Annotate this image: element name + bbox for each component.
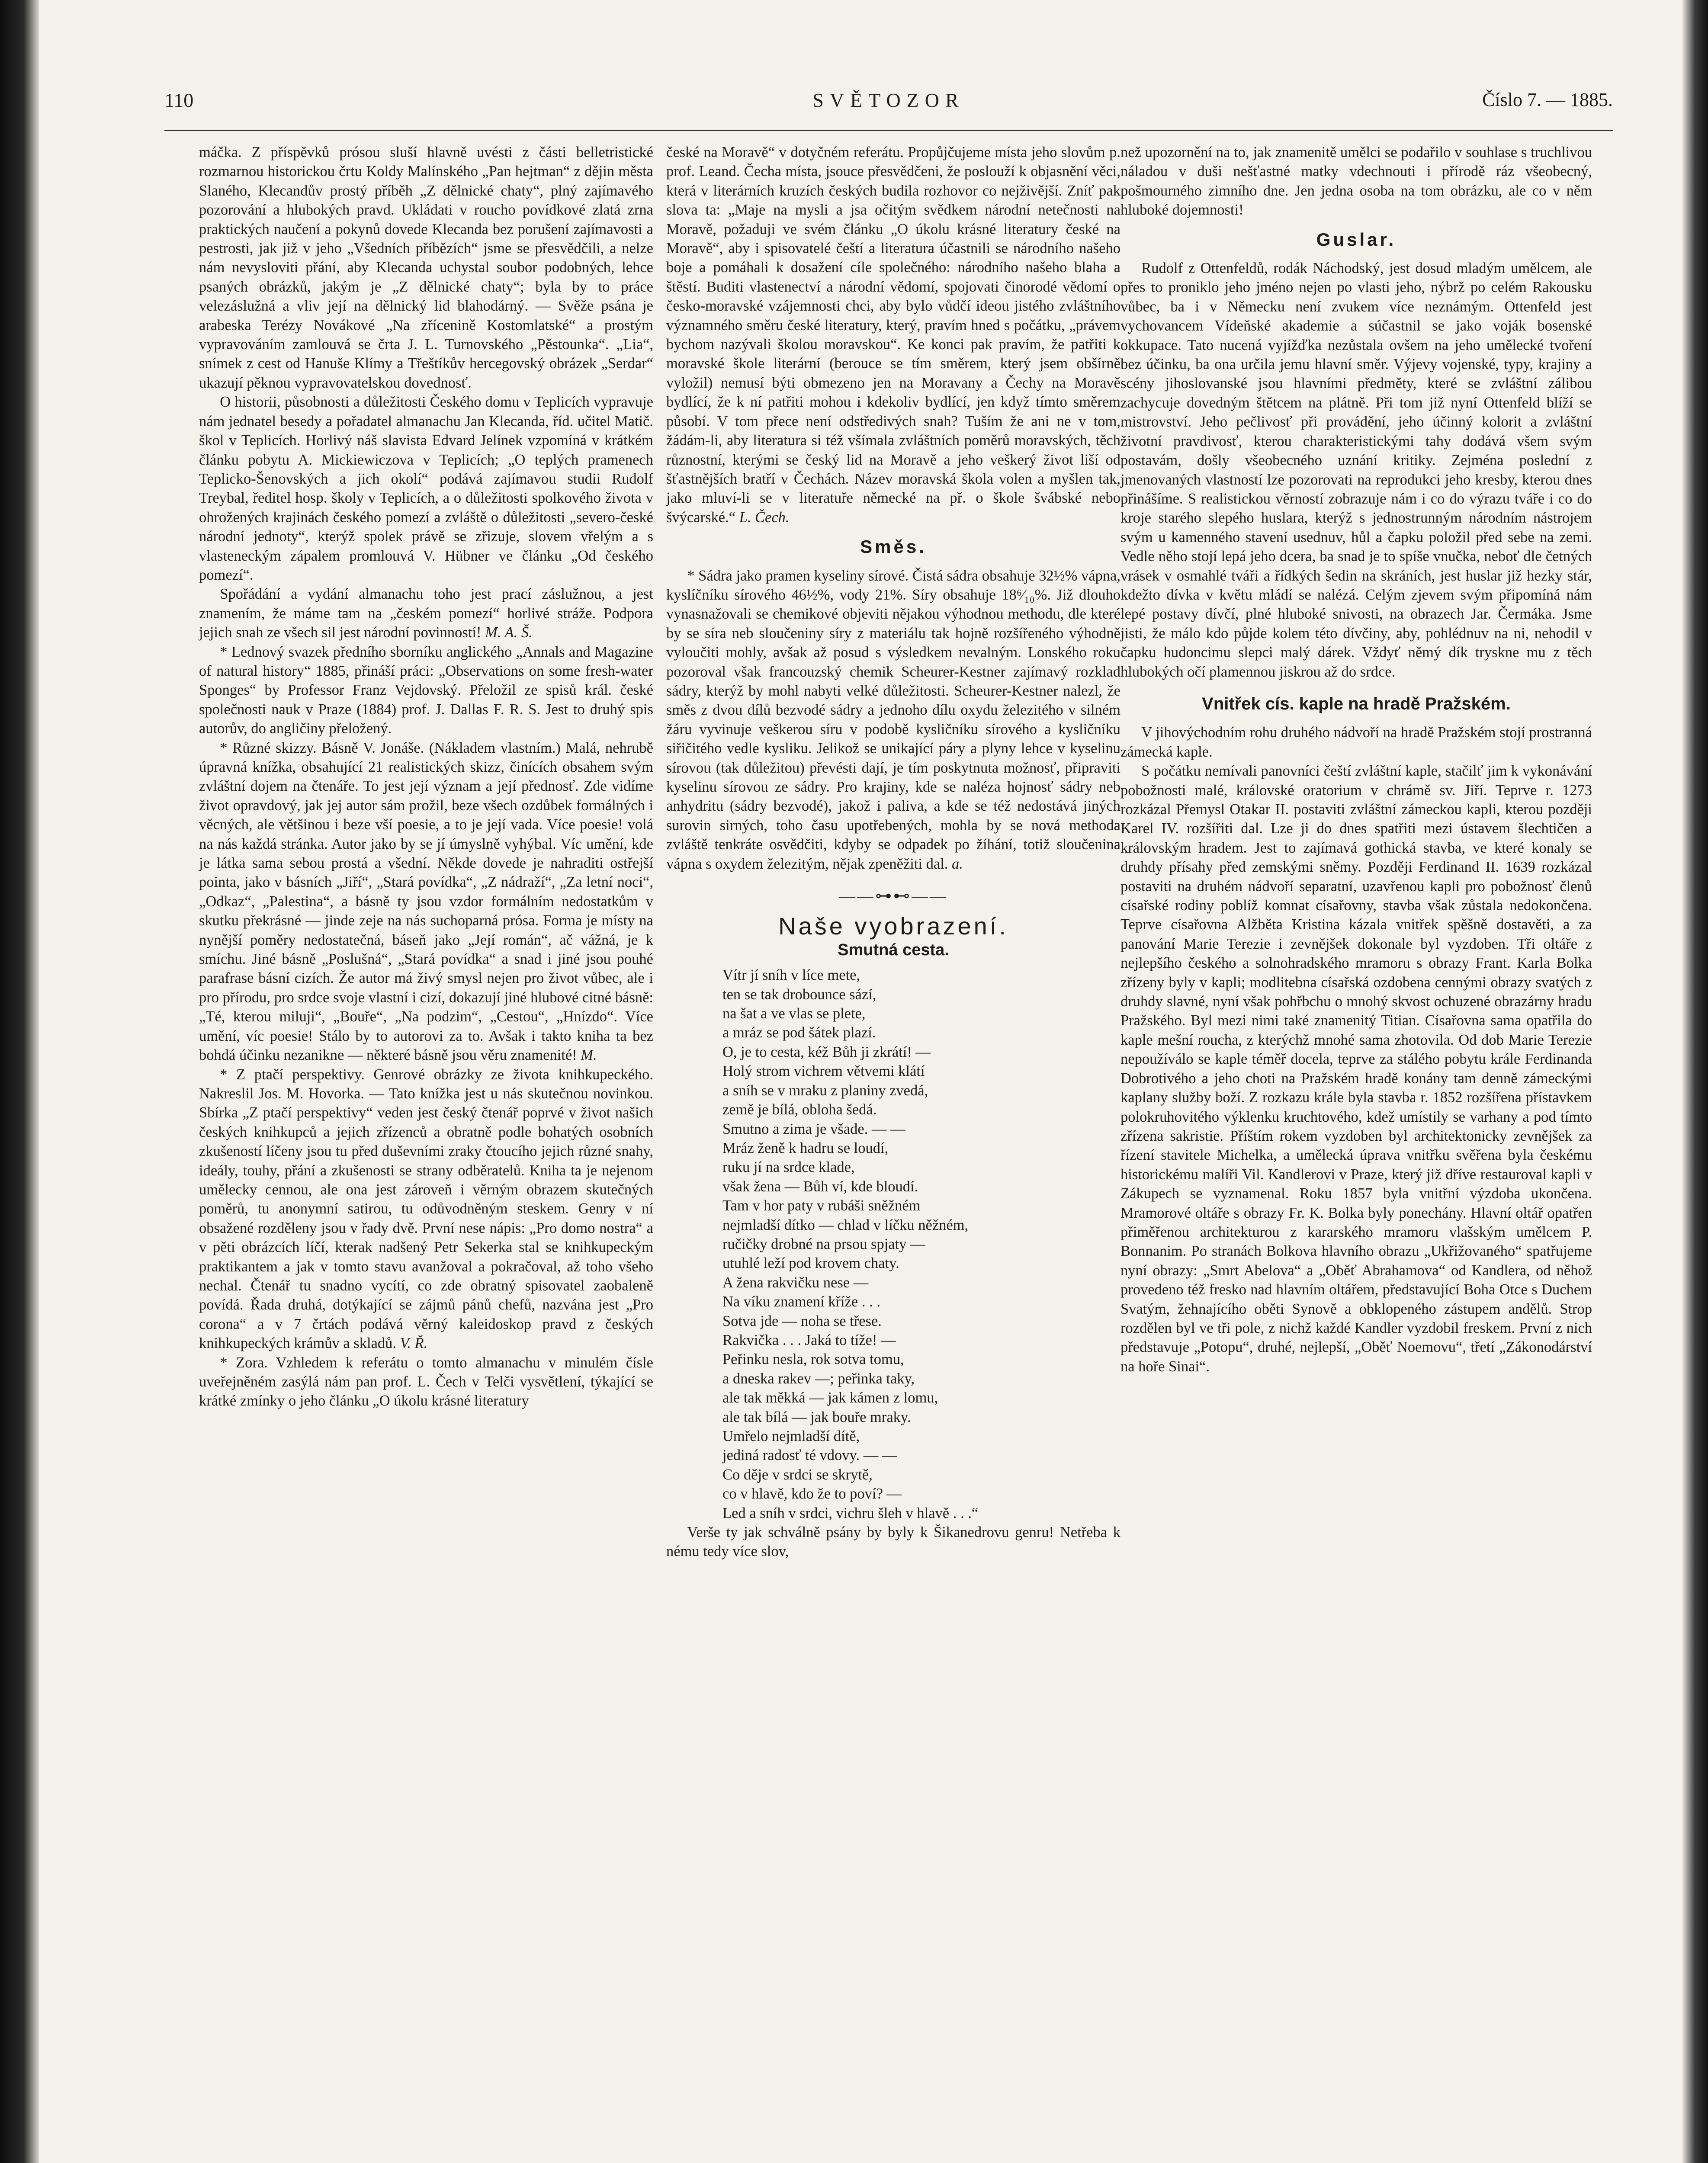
paragraph: Verše ty jak schválně psány by byly k Šikanedrovu genru! Netřeba k nému tedy více slov, bbox=[666, 1524, 1120, 1560]
signature: M. A. Š. bbox=[485, 624, 533, 641]
poem-text: Vítr jí sníh v líce mete, ten se tak drobounce sází, na šat a ve vlas se plete, a mráz se pod šátek plazí. O, je to cesta, kéž Bůh ji zkrátí! — Holý strom vichrem větvemi klátí a sníh se v mraku z planiny zvedá, země je bílá, obloha šedá. Smutno a zima je všade. — — Mráz ženě k hadru se loudí, ruku jí na srdce klade, však žena — Bůh ví, kde bloudí. Tam v hor paty v rubáši sněžném nejmladší dítko — chlad v líčku něžném, ručičky drobné na prsou spjaty — utuhlé leží pod krovem chaty. A žena rakvičku nese — Na víku znamení kříže . . . Sotva jde — noha se třese. Rakvička . . . Jaká to tíže! — Peřinku nesla, rok sotva tomu, a dneska rakev —; peřinka taky, ale tak měkká — jak kámen z lomu, ale tak bílá — jak bouře mraky. Umřelo nejmladší dítě, jediná radosť té vdovy. — — Co děje v srdci se skrytě, co v hlavě, kdo že to poví? — Led a sníh v srdci, vichru šleh v hlavě . . .“ bbox=[722, 967, 979, 1521]
page-header bbox=[164, 89, 1613, 128]
section-heading-guslar: Guslar. bbox=[1316, 229, 1397, 250]
column-1 bbox=[199, 143, 653, 1411]
paragraph: * Zora. Vzhledem k referátu o tomto almanachu v minulém čísle uveřejněném zasýlá nám pan prof. L. Čech v Telči vysvětlení, týkající se krátké zmínky o jeho článku „O úkolu krásné literatury bbox=[199, 1354, 653, 1409]
paragraph-text: * Sádra jako pramen kyseliny sírové. Čistá sádra obsahuje 32½% vápna, kyslíčníku sírového 46½%, vody 21%. Síry obsahuje 18⁶⁄₁₀%. Již dlouho vynasnažovali se chemikové objeviti nějakou výhodnou methodu, dle které by se síra neb sloučeniny síry z materiálu tak hojně rozšířeného výhodně vyloučiti mohly, avšak až posud s výsledkem nevalným. Lonského roku pozoroval však francouzský chemik Scheurer-Kestner zajímavý rozklad sádry, kterýž by mohl nabyti velké důležitosti. Scheurer-Kestner nalezl, že směs z dvou dílů bezvodé sádry a jednoho dílu oxydu železitého v silném žáru vyvinuje veškerou síru v podobě kysličníku sírového a kysličníku siřičitého vedle kysliku. Jelikož se unikající páry a plyny lehce v kyselinu sírovou (tak důležitou) převésti dají, je tím poskytnuta možnosť, připraviti kyselinu sírovou ze sádry. Pro krajiny, kde se naléza hojnosť sádry neb anhydritu (sádry bezvodé), jakož i paliva, a kde se též nedostává jiných surovin sirných, toho času upotřebených, mohla by se nová methoda zvláště tenkráte osvědčiti, kdyby se odpadek po žíhání, totiž sloučenina vápna s oxydem železitým, nějak zpeněžiti dal. bbox=[666, 567, 1120, 872]
page-number: 110 bbox=[164, 89, 194, 111]
paragraph: * Lednový svazek předního sborníku anglického „Annals and Magazine of natural history“ 1885, přináší práci: „Observations on some fresh-water Sponges“ by Professor Franz Vejdovský. Přeložil ze spisů král. české společnosti nauk v Praze (1884) prof. J. Dallas F. R. S. Jest to druhý spis autorův, do angličiny přeložený. bbox=[199, 643, 653, 737]
column-3 bbox=[1120, 143, 1592, 1376]
signature: V. Ř. bbox=[400, 1335, 428, 1352]
paragraph: máčka. Z příspěvků prósou sluší hlavně uvésti z části belletristické rozmarnou historickou črtu Koldy Malínského „Pan hejtman“ z dějin města Slaného, Klecandův prostý příběh „Z dělnické chaty“, plný zajímavého pozorování a hlubokých pravd. Ukládati v roucho povídkové zlatá zrna praktických naučení a pokynů dovede Klecanda bez porušení zajímavosti a pestrosti, jak již v jeho „Všedních příbězích“ jsme se přesvědčili, a nelze nám nevysloviti přání, aby Klecanda uchystal soubor podobných, lehce psaných obrázků, jakým je „Z dělnické chaty“; byla by to práce velezáslužná a vliv její na dělnický lid blahodárný. — Svěže psána je arabeska Terézy Novákové „Na zřícenině Kostomlatské“ a prostým vypravováním zamlouvá se črta J. L. Turnovského „Pěstounka“. „Lia“, snímek z cest od Hanuše Klímy a Třeštíkův hercegovský obrázek „Serdar“ ukazují pěknou vypravovatelskou dovednosť. bbox=[199, 144, 653, 391]
section-heading-kaple: Vnitřek cís. kaple na hradě Pražském. bbox=[1202, 694, 1511, 713]
paragraph bbox=[666, 566, 1120, 874]
paragraph: S počátku nemívali panovníci čeští zvláštní kaple, stačilť jim k vykonávání pobožnosti malé, královské oratorium v chrámě sv. Jiří. Teprve r. 1273 rozkázal Přemysl Otakar II. postaviti zvláštní zámeckou kapli, kterou později Karel IV. rozšířiti dal. Lze ji do dnes spatřiti mezi ústavem šlechtičen a královským hradem. Jest to zajímavá gothická stavba, ve které konaly se druhdy přísahy před zemskými sněmy. Později Ferdinand II. 1639 rozkázal postaviti na druhém nádvoří separatní, uzavřenou kapli pro pobožnosť členů císařské rodiny poblíž komnat císařovny, stavba však zůstala nedokončena. Teprve císařovna Alžběta Kristina kázala vnitřek spěšně dostavěti, a za panování Marie Terezie i zevnějšek dokonale byl vyzdoben. Tři oltáře z nejlepšího českého a solnohradského mramoru s obrazy Frant. Karla Bolka zřízeny byly v kapli; modlitebna císařská ozdobena cennými obrazy svatých z druhdy slavné, nyní však pohřbchu o mnohý skvost ochuzené obrazárny hradu Pražského. Byl mezi nimi také znamenitý Titian. Císařovna sama opatřila do kaple mešní roucha, z kterýchž mnohé sama zhotovila. Od dob Marie Terezie nepoužíválo se kaple téměř docela, teprve za stálého pobytu krále Ferdinanda Dobrotivého a jeho choti na Pražském hradě konány tam denně zámeckými kaplany služby boží. Z rozkazu krále byla stavba r. 1852 rozšířena přístavkem polokruhovitého výklenku kruchtového, kdež umístily se varhany a pod tímto zřízena sakristie. Příštím rokem vyzdoben byl architektonicky zevnějšek za řízení stavitele Michelka, a umělecká úprava vnitřku svěřena byla českému historickému malíři Vil. Kandlerovi v Praze, který již dříve restauroval kapli v Zákupech se vyznamenal. Roku 1857 byla vnitřní výzdoba ukončena. Mramorové oltáře s obrazy Fr. K. Bolka byly ponechány. Hlavní oltář opatřen přiměřenou architekturou z kararského mramoru vlašským umělcem P. Bonnanim. Po stranách Bolkova hlavního obrazu „Ukřižovaného“ spatřujeme nyní obrazy: „Smrt Abelova“ a „Oběť Abrahamova“ od Kandlera, od něhož provedeno též fresko nad hlavním oltářem, představující Boha Otce s Duchem Svatým, žehnajícího oběti Synově a obklopeného zástupem andělů. Strop rozdělen byl ve tři pole, z nichž každé Kandler vyzdobil freskem. První z nich představuje „Potopu“, druhé, nejlepší, „Oběť Noemovu“, třetí „Zákonodárství na hoře Sinai“. bbox=[1120, 763, 1592, 1375]
paragraph: V jihovýchodním rohu druhého nádvoří na hradě Pražském stojí prostranná zámecká kaple. bbox=[1120, 724, 1592, 760]
paragraph-text: * Z ptačí perspektivy. Genrové obrázky ze života knihkupeckého. Nakreslil Jos. M. Hovorka. — Tato knížka jest u nás skutečnou novinkou. Sbírka „Z ptačí perspektivy“ veden jest český čtenář poprvé v život našich českých knihkupců a jejich zřízenců a obratně podle bohatých osobních zkušeností líčeny jsou tu před duševními zraky čtoucího jejich různé snahy, ideály, touhy, přání a zkušenosti se strany odběratelů. Kniha ta je nejenom umělecky cennou, ale ona jest zároveň i věrným obrazem skutečných poměrů, tu anonymní satirou, tu odůvodněným steskem. Genry v ní obsažené rozděleny jsou v řady dvě. První nese nápis: „Pro domo nostra“ a v pěti obrázcích líčí, kterak nadšený Petr Sekerka stal se knihkupeckým praktikantem a jak v tomto stavu avanžoval a pokračoval, až toho všeho nechal. Čtenář tu snadno vycítí, co zde obratný spisovatel zaobaleně povídá. Řada druhá, dotýkající se zájmů pánů chefů, nazvána jest „Pro corona“ a v 7 črtách podává věrný kaleidoskop pravd z českých knihkupeckých krámův a skladů. bbox=[199, 1066, 653, 1352]
journal-title: SVĚTOZOR bbox=[812, 89, 965, 111]
page-binding-shadow bbox=[0, 0, 39, 2163]
paragraph-text: * Různé skizzy. Básně V. Jonáše. (Nákladem vlastním.) Malá, nehrubě úpravná knížka, obsahující 21 realistických skizz, činících obsahem svým zvláštní dojem na čtenáře. To jest její význam a její přednosť. Zde vidíme život opravdový, jak jej autor sám prožil, beze všech ozdůbek formálných i věcných, ale většinou i beze vší poesie, a to je její vada. Více poesie! volá na nás každá stránka. Autor jako by se jí úmyslně vyhýbal. Víc umění, kde je látka sama sebou prostá a všední. Někde dovede je nahraditi ostřejší pointa, jako v básních „Jiří“, „Stará povídka“, „Z nádraží“, „Za letní noci“, „Odkaz“, „Palestina“, a básně ty jsou vzdor formálním nedostatkům v skutku překrásné — jinde zeje na nás suchoparná prósa. Forma je místy na nynější poměry nedostatečná, báseň jako „Její román“, ač vážná, je k smíchu. Jiné básně „Poslušná“, „Stará povídka“ a snad i jiné jsou pouhé parafrase básní cizích. Že autor má živý smysl nejen pro život vůbec, ale i pro přírodu, pro srdce svoje vlastní i cizí, dokazují jiné hlubové citné básně: „Té, kterou miluji“, „Bouře“, „Na podzim“, „Cestou“, „Hnízdo“. Více umění, víc poesie! Stálo by to autorovi za to. Avšak i takto kniha ta bez bohdá účinku nezanikne — některé básně jsou věru znamenité! bbox=[199, 739, 653, 1064]
signature: M. bbox=[581, 1047, 597, 1064]
column-2 bbox=[666, 143, 1120, 1561]
paragraph: O historii, působnosti a důležitosti Českého domu v Teplicích vypravuje nám jednatel besedy a pořadatel almanachu Jan Klecanda, říd. učitel Matič. škol v Teplicích. Horlivý náš slavista Edvard Jelínek vzpomíná v krátkém článku pobytu A. Mickiewiczova v Teplicích; „O teplých pramenech Teplicko-Šenovských a jich okolí“ podává zajímavou studii Rudolf Treybal, ředitel hosp. školy v Teplicích, a o důležitosti spolkového života v ohrožených krajinách českého pomezí a zvláště o důležitosti „severo-české národní jednoty“, kterýž spolek právě se zřizuje, slovem vřelým a s vlasteneckým zápalem promlouvá V. Hübner ve článku „Od českého pomezí“. bbox=[199, 394, 653, 583]
paragraph bbox=[199, 1065, 653, 1353]
paragraph: Rudolf z Ottenfeldů, rodák Náchodský, jest dosud mladým umělcem, ale přes to proniklo jeho jméno nejen po vlasti jeho, nýbrž po celém Rakousku vůbec, ba i v Německu není zvukem více neznámým. Ottenfeld jest vychovancem Vídeňské akademie a súčastnil se jako voják bosenské okkupace. Tato nucená vyjížďka nezůstala ovšem na jeho umělecké tvoření bez účinku, ba ona určila jemu hlavní směr. Výjevy vojenské, typy, krajiny a scény jihoslovanské jsou hlavními předměty, které se zvláštní zálibou zachycuje dovedným štětcem na plátně. Při tom již nyní Ottenfeld blíží se mistrovství. Jeho pečlivosť při provádění, jeho účinný kolorit a zvláštní životní pravdivosť, kterou charakteristickými tahy dodává všem svým postavám, došly všeobecného uznání kritiky. Zejména poslední z jmenovaných vlastností lze pozorovati na reprodukci jeho kresby, kterou dnes přinášíme. S realistickou věrností zobrazuje nám i co do výrazu tváře i co do kroje starého slepého huslara, kterýž s jednostrunným národním nástrojem svým u kamenného stavení usednuv, hůl a čapku položil před sebe na zemi. Vedle něho stojí lepá jeho dcera, ba snad je to spíše vnučka, neboť dle četných vrásek v osmahlé tváři a řídkých šedin na skráních, jest huslar již hezky stár, kdežto dívka v květu mládí se nalézá. Celým zjevem svým připomíná nám lepé postavy dívčí, plné hluboké snivosti, na obrazech Jar. Čermáka. Jsme jisti, že málo kdo půjde kolem této dívčiny, aby, pohlédnuv na ni, nehodil v čapku hudoncimu slepci malý dárek. Vždyť němý dík tryskne mu z těch hlubokých očí plamennou jiskrou až do srdce. bbox=[1120, 260, 1592, 680]
poem-title: Smutná cesta. bbox=[838, 940, 949, 959]
paragraph bbox=[199, 738, 653, 1065]
page-right-edge bbox=[1682, 0, 1708, 2163]
signature: a. bbox=[952, 855, 963, 872]
paragraph bbox=[666, 143, 1120, 527]
ornament-divider: ——⊶⊷—— bbox=[839, 887, 948, 905]
header-rule bbox=[164, 130, 1613, 131]
issue-label: Číslo 7. — 1885. bbox=[1482, 89, 1613, 110]
section-heading-smes: Směs. bbox=[860, 536, 927, 557]
paragraph bbox=[199, 584, 653, 642]
paragraph-text: Spořádání a vydání almanachu toho jest prací záslužnou, a jest znamením, že máme tam na „českém pomezí“ horlivé stráže. Podpora jejich snah ze všech sil jest národní povinností! bbox=[199, 586, 653, 641]
paragraph-text: české na Moravě“ v dotyčném referátu. Propůjčujeme místa jeho slovům p. prof. Leand. Čecha místa, jsouce přesvědčeni, že poslouží k objasnění věci, která v literárních kruzích českých budila rozhovor co nejživější. Zníť pak slova ta: „Maje na mysli a jsa očitým svědkem národní netečnosti na Moravě, požaduji ve svém článku „O úkolu krásné literatury české na Moravě“, aby i spisovatelé čeští a literatura účastnili se národního našeho boje a pomáhali k dosažení cíle společného: národního našeho blaha a štěstí. Buditi vlastenectví a národní vědomí, spojovati činorodé vědomí o česko-moravské vzájemnosti chci, aby bylo vůdčí ideou jistého zvláštního významného směru české literatury, který, pravím hned s počátku, „právem bychom nazývali školou moravskou“. Ke konci pak pravím, že patřiti k moravské škole literární (berouce se tím směrem, který jsem obšírně vyložil) nemusí býti obmezeno jen na Moravany a Čechy na Moravě bydlící, že k ní patřiti mohou i kdekoliv bydlící, jen když tímto směrem působí. V tom přece není odstředivých snah? Tuším že ani ne v tom, žádám-li, aby literatura si též všímala zvláštních poměrů moravských, těch různostní, kterými se český lid na Moravě a jeho veškerý život liší od šťastnějších bratří v Čechách. Název moravská škola volen a myšlen tak, jako mluví-li se v literatuře německé na př. o škole švábské nebo švýcarské.“ bbox=[666, 144, 1120, 526]
signature: L. Čech. bbox=[739, 509, 790, 526]
paragraph: než upozornění na to, jak znamenitě umělci se podařilo v souhlase s truchlivou náladou v duši nešťastné matky vdechnouti i přírodě ráz všeobecný, pošmourného zimního dne. Jen jedna osoba na tom obrázku, ale co v něm hluboké dojemnosti! bbox=[1120, 144, 1592, 218]
section-heading-vyobrazeni: Naše vyobrazení. bbox=[778, 912, 1008, 940]
